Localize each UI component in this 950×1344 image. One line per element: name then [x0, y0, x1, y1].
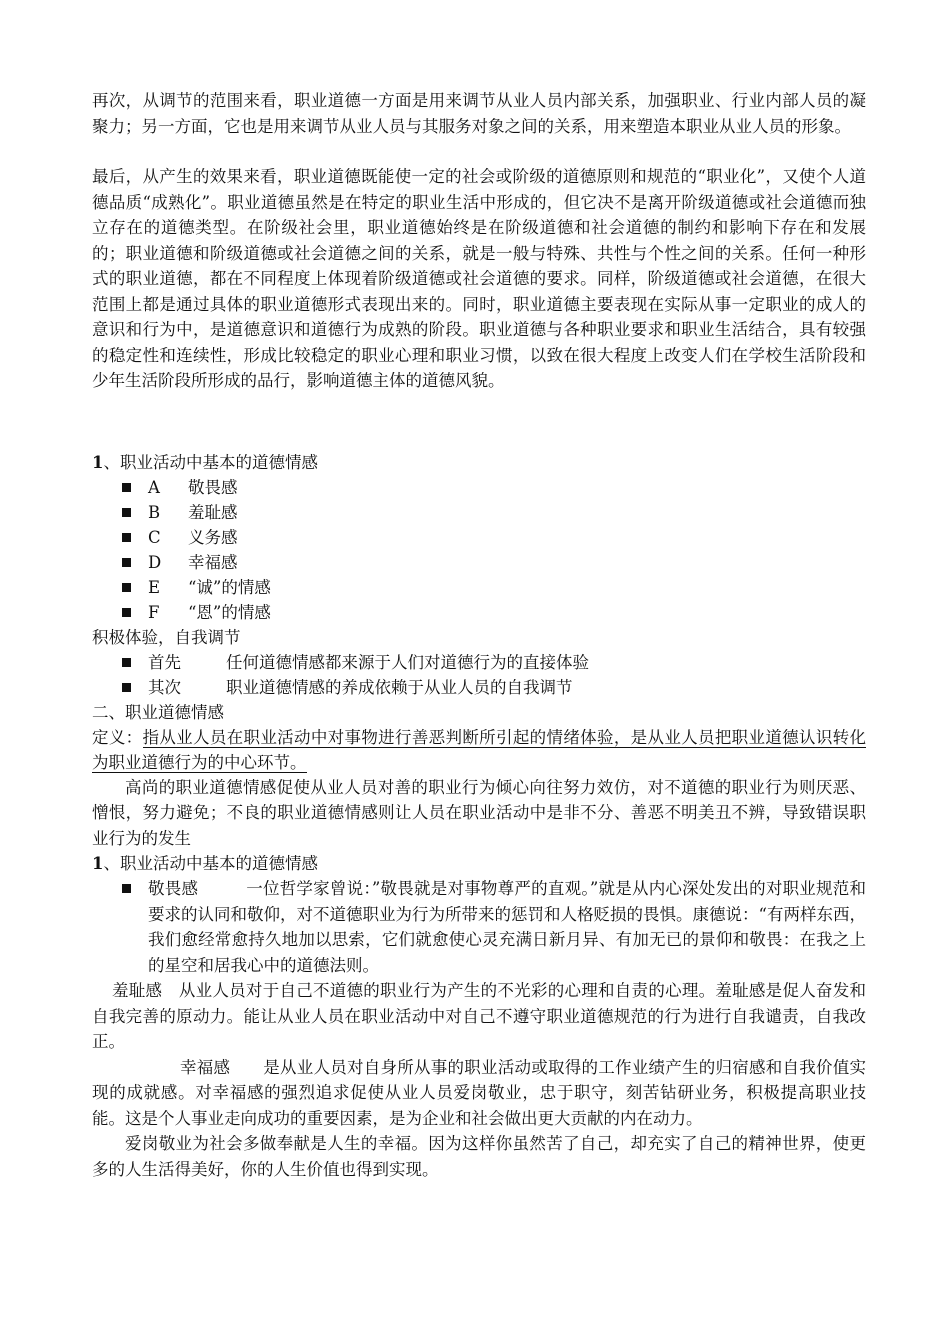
item-text: “诚”的情感	[188, 577, 271, 597]
heading-number: 1	[92, 452, 104, 472]
intro-paragraph-2: 最后，从产生的效果来看，职业道德既能使一定的社会或阶级的道德原则和规范的“职业化”，又使个人道德品质“成熟化”。职业道德虽然是在特定的职业生活中形成的，但它决不是离开阶级道德或社会道德而独立存在的道德类型。在阶级社会里，职业道德始终是在阶级道德和社会道德的制约和影响下存在和发展的；职业道德和阶级道德或社会道德之间的关系，就是一般与特殊、共性与个性之间的关系。任何一种形式的职业道德，都在不同程度上体现着阶级道德或社会道德的要求。同样，阶级道德或社会道德，在很大范围上都是通过具体的职业道德形式表现出来的。同时，职业道德主要表现在实际从事一定职业的成人的意识和行为中，是道德意识和道德行为成熟的阶段。职业道德与各种职业要求和职业生活结合，具有较强的稳定性和连续性，形成比较稳定的职业心理和职业习惯，以致在很大程度上改变人们在学校生活阶段和少年生活阶段所形成的品行，影响道德主体的道德风貌。	[92, 167, 866, 390]
item-letter: B	[148, 502, 161, 522]
square-bullet-icon	[122, 683, 131, 692]
item-letter: E	[148, 577, 161, 597]
item-keyword: 首先	[148, 652, 181, 672]
emotion-paragraph: 高尚的职业道德情感促使从业人员对善的职业行为倾心向往努力效仿，对不道德的职业行为则厌恶、憎恨，努力避免；不良的职业道德情感则让人员在职业活动中是非不分、善恶不明美丑不辨，导致错误职业行为的发生	[92, 777, 866, 848]
item-text: 幸福感	[188, 552, 238, 572]
intro-paragraph-1: 再次，从调节的范围来看，职业道德一方面是用来调节从业人员内部关系，加强职业、行业内部人员的凝聚力；另一方面，它也是用来调节从业人员与其服务对象之间的关系，用来塑造本职业从业人员的形象。	[92, 91, 866, 136]
list-item	[92, 650, 866, 675]
square-bullet-icon	[122, 608, 131, 617]
definition-label: 定义：	[92, 727, 143, 747]
item-text: 义务感	[188, 527, 238, 547]
heading-text: 、职业活动中基本的道德情感	[103, 854, 318, 873]
list-item	[92, 575, 866, 600]
list-item	[92, 600, 866, 625]
list-item	[92, 550, 866, 575]
list-item	[92, 500, 866, 525]
list-item	[92, 475, 866, 500]
square-bullet-icon	[122, 508, 131, 517]
list-item	[92, 525, 866, 550]
shame-paragraph	[92, 978, 866, 1055]
square-bullet-icon	[122, 884, 131, 893]
heading-number: 1	[92, 854, 104, 873]
heading-text: 、职业活动中基本的道德情感	[103, 452, 318, 472]
happiness-paragraph	[92, 1055, 866, 1132]
section-heading-1	[92, 450, 866, 475]
item-text: “恩”的情感	[188, 602, 271, 622]
square-bullet-icon	[122, 658, 131, 667]
shame-keyword: 羞耻感	[112, 981, 163, 1000]
final-paragraph: 爱岗敬业为社会多做奉献是人生的幸福。因为这样你虽然苦了自己，却充实了自己的精神世界，使更多的人生活得美好，你的人生价值也得到实现。	[92, 1134, 866, 1179]
item-text: 羞耻感	[188, 502, 238, 522]
item-keyword: 其次	[148, 677, 181, 697]
item-letter: F	[148, 602, 160, 622]
square-bullet-icon	[122, 483, 131, 492]
definition	[92, 725, 866, 775]
section-heading-2: 二、职业道德情感	[92, 702, 224, 722]
item-text: 职业道德情感的养成依赖于从业人员的自我调节	[226, 677, 573, 697]
item-letter: A	[148, 477, 160, 497]
shame-text: 从业人员对于自己不道德的职业行为产生的不光彩的心理和自责的心理。羞耻感是促人奋发和自我完善的原动力。能让从业人员在职业活动中对自己不遵守职业道德规范的行为进行自我谴责，自我改正。	[92, 981, 867, 1051]
section-heading-3	[92, 851, 866, 876]
awe-keyword: 敬畏感	[148, 879, 199, 898]
square-bullet-icon	[122, 533, 131, 542]
item-letter: D	[148, 552, 162, 572]
positive-title: 积极体验，自我调节	[92, 627, 241, 647]
awe-paragraph	[92, 876, 866, 978]
happiness-text: 是从业人员对自身所从事的职业活动或取得的工作业绩产生的归宿感和自我价值实现的成就感。对幸福感的强烈追求促使从业人员爱岗敬业，忠于职守，刻苦钻研业务，积极提高职业技能。这是个人事业走向成功的重要因素，是为企业和社会做出更大贡献的内在动力。	[92, 1057, 867, 1128]
item-letter: C	[148, 527, 161, 547]
list-item	[92, 675, 866, 700]
happiness-keyword: 幸福感	[180, 1057, 231, 1077]
item-text: 敬畏感	[188, 477, 238, 497]
square-bullet-icon	[122, 583, 131, 592]
definition-text: 指从业人员在职业活动中对事物进行善恶判断所引起的情绪体验，是从业人员把职业道德认识转化为职业道德行为的中心环节。	[92, 727, 866, 772]
awe-text: 一位哲学家曾说：”敬畏就是对事物尊严的直观。”就是从内心深处发出的对职业规范和要求的认同和敬仰，对不道德职业为行为所带来的惩罚和人格贬损的畏惧。康德说：“有两样东西，我们愈经常愈持久地加以思索，它们就愈使心灵充满日新月异、有加无已的景仰和敬畏：在我之上的星空和居我心中的道德法则。	[148, 879, 867, 975]
item-text: 任何道德情感都来源于人们对道德行为的直接体验	[226, 652, 589, 672]
document-page	[92, 88, 866, 1182]
square-bullet-icon	[122, 558, 131, 567]
